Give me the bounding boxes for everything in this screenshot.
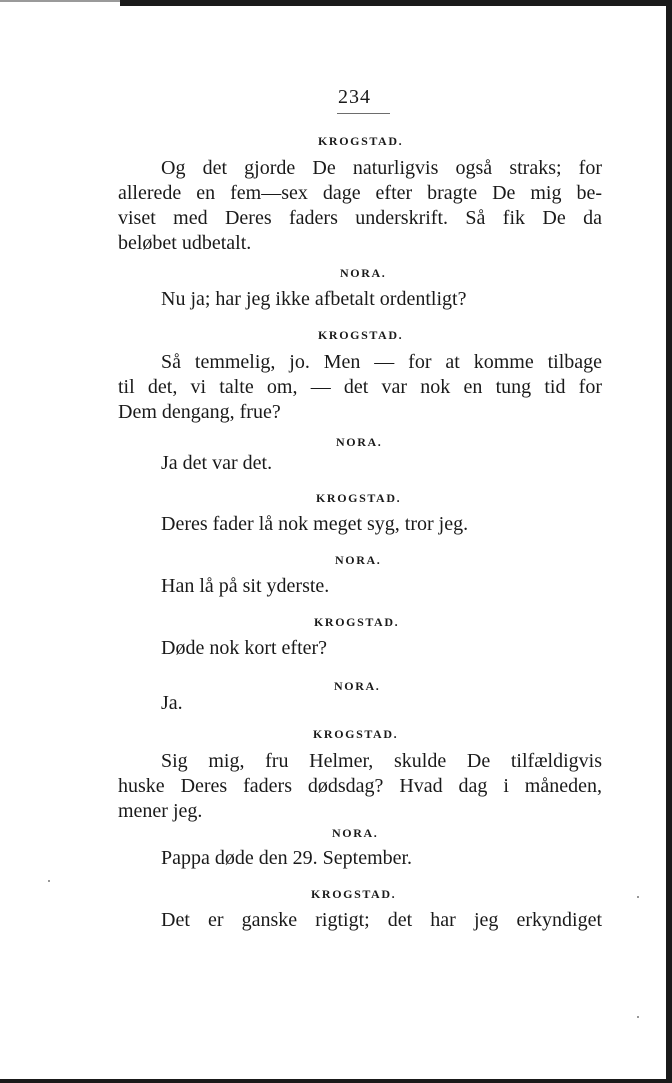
dialogue-line: viset med Deres faders underskrift. Så fik De da bbox=[118, 207, 602, 229]
speaker-label: NORA. bbox=[340, 266, 387, 280]
dialogue-line: Døde nok kort efter? bbox=[161, 637, 328, 659]
dialogue-line: Ja. bbox=[161, 692, 183, 714]
speaker-label: KROGSTAD. bbox=[314, 615, 400, 629]
dialogue-line: huske Deres faders dødsdag? Hvad dag i måneden, bbox=[118, 775, 602, 797]
dialogue-line: Og det gjorde De naturligvis også straks; for bbox=[161, 157, 602, 179]
dialogue-line: Ja det var det. bbox=[161, 452, 273, 474]
speaker-label: NORA. bbox=[335, 553, 382, 567]
page-number-rule bbox=[337, 113, 390, 114]
dialogue-line: Nu ja; har jeg ikke afbetalt ordentligt? bbox=[161, 288, 467, 310]
speaker-label: NORA. bbox=[332, 826, 379, 840]
dialogue-line: allerede en fem—sex dage efter bragte De mig be- bbox=[118, 182, 602, 204]
speaker-label: KROGSTAD. bbox=[318, 134, 404, 148]
speaker-label: KROGSTAD. bbox=[311, 887, 397, 901]
dialogue-line: Så temmelig, jo. Men — for at komme tilbage bbox=[161, 351, 602, 373]
page-number: 234 bbox=[338, 86, 371, 108]
scan-border-right bbox=[666, 0, 672, 1083]
dialogue-line: til det, vi talte om, — det var nok en tung tid for bbox=[118, 376, 602, 398]
paper-speck bbox=[637, 896, 639, 898]
speaker-label: NORA. bbox=[334, 679, 381, 693]
dialogue-line: Det er ganske rigtigt; det har jeg erkyndiget bbox=[161, 909, 602, 931]
dialogue-line: Pappa døde den 29. September. bbox=[161, 847, 413, 869]
dialogue-line: Han lå på sit yderste. bbox=[161, 575, 330, 597]
speaker-label: NORA. bbox=[336, 435, 383, 449]
scan-border-top-light bbox=[0, 0, 120, 2]
paper-speck bbox=[637, 1016, 639, 1018]
speaker-label: KROGSTAD. bbox=[318, 328, 404, 342]
dialogue-line: Sig mig, fru Helmer, skulde De tilfældigvis bbox=[161, 750, 602, 772]
dialogue-line: mener jeg. bbox=[118, 800, 203, 822]
dialogue-line: Dem dengang, frue? bbox=[118, 401, 281, 423]
dialogue-line: beløbet udbetalt. bbox=[118, 232, 252, 254]
dialogue-line: Deres fader lå nok meget syg, tror jeg. bbox=[161, 513, 469, 535]
speaker-label: KROGSTAD. bbox=[313, 727, 399, 741]
paper-speck bbox=[48, 880, 50, 882]
speaker-label: KROGSTAD. bbox=[316, 491, 402, 505]
scan-border-bottom bbox=[0, 1079, 672, 1083]
